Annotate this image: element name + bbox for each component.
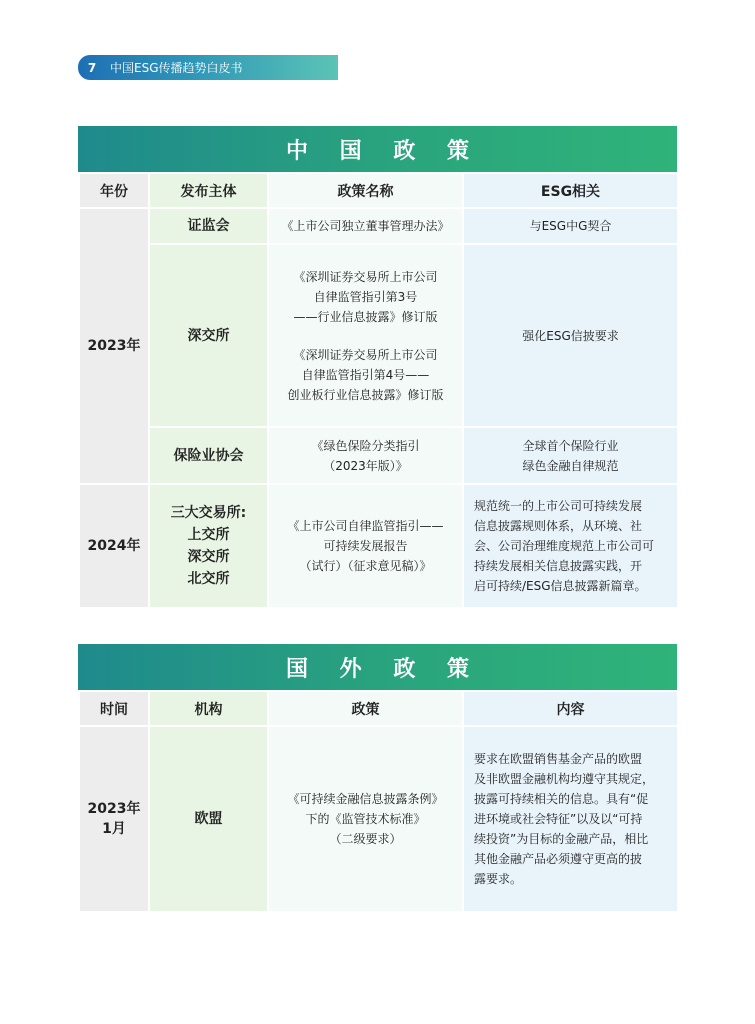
issuer-line: 北交所 — [187, 571, 230, 587]
col-header-policy: 政策 — [268, 691, 463, 726]
table-row — [79, 484, 678, 608]
content-line: 及非欧盟金融机构均遵守其规定， — [474, 772, 655, 786]
table-row — [79, 244, 678, 427]
content-line: 露要求。 — [474, 872, 523, 886]
esg-cell: 与ESG中G契合 — [463, 208, 678, 244]
foreign-policy-title: 国 外 政 策 — [78, 644, 677, 690]
table-row — [79, 726, 678, 912]
policy-line: （二级要求） — [329, 832, 402, 846]
policy-line: ——行业信息披露》修订版 — [293, 309, 438, 324]
policy-line: 可持续发展报告 — [323, 539, 408, 553]
issuer-line: 上交所 — [187, 527, 230, 543]
esg-line: 规范统一的上市公司可持续发展 — [474, 499, 643, 513]
foreign-policy-table — [78, 690, 679, 913]
time-line: 2023年 — [87, 801, 141, 817]
policy-cell: 《上市公司独立董事管理办法》 — [268, 208, 463, 244]
issuer-line: 三大交易所: — [170, 505, 247, 521]
col-header-policy: 政策名称 — [268, 173, 463, 208]
esg-line: 持续发展相关信息披露实践，开 — [474, 559, 643, 573]
esg-line: 绿色金融自律规范 — [522, 458, 619, 473]
policy-line: （2023年版）》 — [323, 458, 408, 473]
china-policy-table — [78, 172, 679, 609]
issuer-line: 深交所 — [187, 549, 230, 565]
document-title: 中国ESG传播趋势白皮书 — [110, 61, 243, 75]
page-header-bar — [78, 55, 338, 80]
col-header-esg: ESG相关 — [463, 173, 678, 208]
policy-line: 下的《监管技术标准》 — [305, 812, 426, 826]
table-row — [79, 208, 678, 244]
issuer-cell: 证监会 — [149, 208, 268, 244]
issuer-cell: 深交所 — [149, 244, 268, 427]
policy-line: 自律监管指引第4号—— — [301, 367, 430, 382]
table-header-row — [79, 691, 678, 726]
policy-cell — [268, 244, 463, 427]
policy-line: 创业板行业信息披露》修订版 — [287, 387, 444, 402]
col-header-issuer: 发布主体 — [149, 173, 268, 208]
issuer-cell: 保险业协会 — [149, 427, 268, 484]
year-cell: 2024年 — [79, 484, 149, 608]
content-line: 其他金融产品必须遵守更高的披 — [474, 852, 643, 866]
col-header-time: 时间 — [79, 691, 149, 726]
content-line: 续投资”为目标的金融产品，相比 — [474, 832, 649, 846]
policy-cell — [268, 484, 463, 608]
policy-line: 《上市公司自律监管指引—— — [287, 519, 444, 533]
china-policy-title: 中 国 政 策 — [78, 126, 677, 172]
time-line: 1月 — [102, 821, 126, 837]
content-line: 要求在欧盟销售基金产品的欧盟 — [474, 752, 643, 766]
col-header-content: 内容 — [463, 691, 678, 726]
col-header-year: 年份 — [79, 173, 149, 208]
esg-line: 全球首个保险行业 — [522, 438, 619, 453]
esg-cell: 强化ESG信披要求 — [463, 244, 678, 427]
policy-cell — [268, 427, 463, 484]
content-line: 披露可持续相关的信息。具有“促 — [474, 792, 649, 806]
policy-line: 《绿色保险分类指引 — [311, 438, 420, 453]
policy-line: 自律监管指引第3号 — [313, 289, 418, 304]
esg-line: 会、公司治理维度规范上市公司可 — [474, 539, 655, 553]
policy-line: 《可持续金融信息披露条例》 — [287, 792, 444, 806]
table-header-row — [79, 173, 678, 208]
time-cell — [79, 726, 149, 912]
page-number: 7 — [87, 60, 97, 75]
table-row — [79, 427, 678, 484]
esg-cell — [463, 484, 678, 608]
org-cell: 欧盟 — [149, 726, 268, 912]
policy-line: （试行）（征求意见稿）》 — [299, 559, 432, 573]
content-line: 进环境或社会特征”以及以“可持 — [474, 812, 643, 826]
year-cell: 2023年 — [79, 208, 149, 484]
col-header-org: 机构 — [149, 691, 268, 726]
policy-cell — [268, 726, 463, 912]
esg-cell — [463, 427, 678, 484]
issuer-cell — [149, 484, 268, 608]
esg-line: 信息披露规则体系，从环境、社 — [474, 519, 643, 533]
policy-line: 《深圳证券交易所上市公司 — [293, 269, 438, 284]
content-cell — [463, 726, 678, 912]
esg-line: 启可持续/ESG信息披露新篇章。 — [474, 579, 647, 593]
policy-line: 《深圳证券交易所上市公司 — [293, 347, 438, 362]
